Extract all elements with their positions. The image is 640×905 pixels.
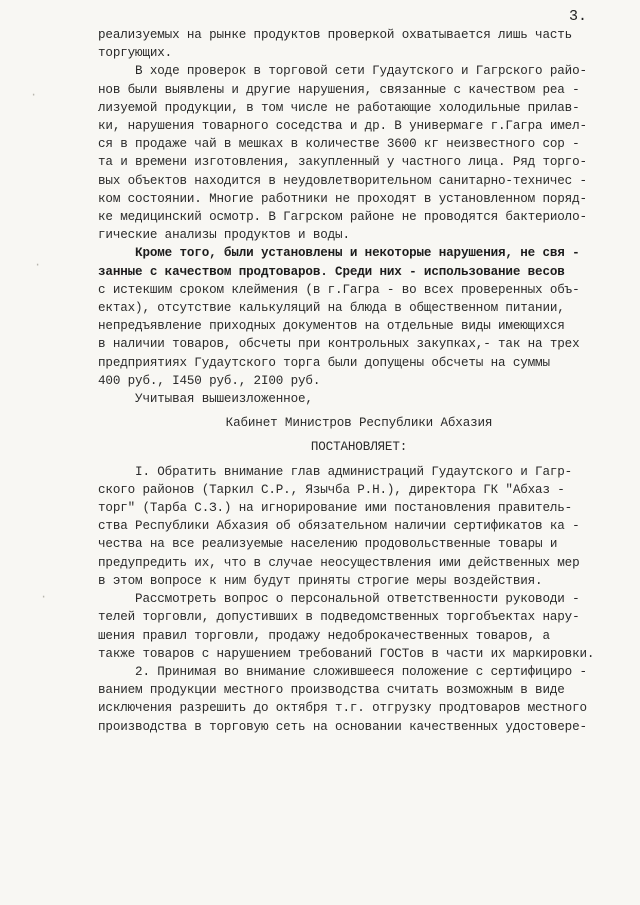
text-line: шения правил торговли, продажу недоброкачественных товаров, а — [98, 628, 550, 643]
text-line: ектах), отсутствие калькуляций на блюда в общественном питании, — [98, 301, 565, 316]
text-line: 2. Принимая во внимание сложившееся положение с сертифициро - — [98, 664, 587, 679]
document-body — [98, 26, 620, 736]
page-number: 3. — [569, 8, 588, 25]
text-line: ки, нарушения товарного соседства и др. В универмаге г.Гагра имел- — [98, 119, 587, 134]
text-line: ком состоянии. Многие работники не проходят в установленном поряд- — [98, 191, 587, 206]
text-line: Учитывая вышеизложенное, — [98, 392, 313, 407]
text-line: также товаров с нарушением требований ГОСТов в части их маркировки. — [98, 646, 595, 661]
text-line: ке медицинский осмотр. В Гагрском районе не проводятся бактериоло- — [98, 210, 587, 225]
text-line: та и времени изготовления, закупленный у частного лица. Ряд торго- — [98, 155, 587, 170]
text-line: телей торговли, допустивших в подведомственных торгобъектах нару- — [98, 610, 580, 625]
text-line: ванием продукции местного производства считать возможным в виде — [98, 683, 565, 698]
text-line: Рассмотреть вопрос о персональной ответственности руководи - — [98, 592, 580, 607]
text-line: нов были выявлены и другие нарушения, связанные с качеством реа - — [98, 82, 580, 97]
heading-line: ПОСТАНОВЛЯЕТ: — [310, 440, 408, 455]
text-line: реализуемых на рынке продуктов проверкой охватывается лишь часть — [98, 28, 573, 42]
text-line: торг" (Тарба С.З.) на игнорирование ими постановления правитель- — [98, 501, 573, 516]
text-line: непредъявление приходных документов на отдельные виды имеющихся — [98, 319, 565, 334]
text-line: Кроме того, были установлены и некоторые нарушения, не свя - — [98, 246, 580, 261]
text-line: предупредить их, что в случае неосуществления ими действенных мер — [98, 555, 580, 570]
text-line: ства Республики Абхазия об обязательном наличии сертификатов ка - — [98, 519, 580, 534]
text-line: с истекшим сроком клеймения (в г.Гагра - во всех проверенных объ- — [98, 282, 580, 297]
text-line: лизуемой продукции, в том числе не работающие холодильные прилав- — [98, 100, 580, 115]
scan-speck-mark: · — [40, 590, 48, 604]
text-line: ского районов (Таркил С.Р., Язычба Р.Н.), директора ГК "Абхаз - — [98, 482, 565, 497]
text-line: гические анализы продуктов и воды. — [98, 228, 350, 243]
scan-speck-mark: · — [34, 258, 42, 272]
text-line: В ходе проверок в торговой сети Гудаутского и Гагрского райо- — [98, 64, 587, 79]
text-line: в этом вопросе к ним будут приняты строгие меры воздействия. — [98, 573, 543, 588]
text-line: исключения разрешить до октября т.г. отгрузку продтоваров местного — [98, 701, 587, 716]
text-line: I. Обратить внимание глав администраций Гудаутского и Гагр- — [98, 464, 573, 479]
text-line: предприятиях Гудаутского торга были допущены обсчеты на суммы — [98, 355, 550, 370]
text-line: ся в продаже чай в мешках в количестве 3600 кг неизвестного сор - — [98, 137, 580, 152]
text-line: вых объектов находится в неудовлетворительном санитарно-техничес - — [98, 173, 587, 188]
text-line: производства в торговую сеть на основании качественных удостовере- — [98, 719, 587, 734]
text-line: чества на все реализуемые населению продовольственные товары и — [98, 537, 558, 552]
text-line: в наличии товаров, обсчеты при контрольных закупках,- так на трех — [98, 337, 580, 352]
text-line: торгующих. — [98, 46, 173, 61]
text-line: 400 руб., I450 руб., 2I00 руб. — [98, 373, 321, 388]
heading-line: Кабинет Министров Республики Абхазия — [225, 416, 493, 431]
text-line: занные с качеством продтоваров. Среди них - использование весов — [98, 264, 565, 279]
scan-speck-mark: · — [30, 88, 38, 102]
